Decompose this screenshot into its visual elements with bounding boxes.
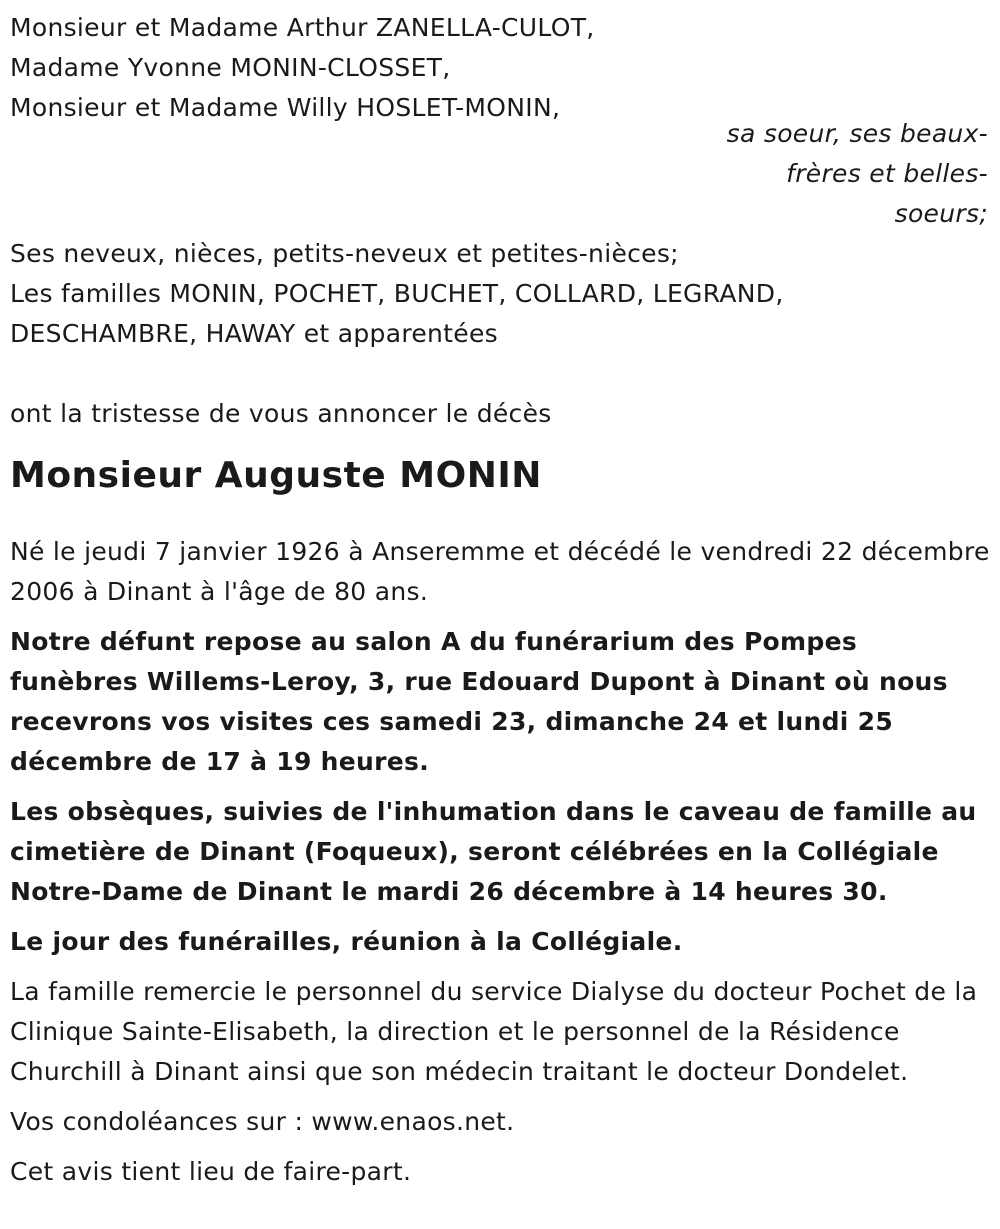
relatives-line: Les familles MONIN, POCHET, BUCHET, COLLARD, LEGRAND,: [10, 279, 784, 308]
notice-text: Cet avis tient lieu de faire-part.: [10, 1157, 412, 1186]
visitation-info: Notre défunt repose au salon A du funérarium des Pompes funèbres Willems-Leroy, 3, rue Edouard Dupont à Dinant où nous recevrons vos visites ces samedi 23, dimanche 24 et lundi 25 décembre de 17 à 19 heures.: [10, 627, 948, 776]
relation-line: frères et belles-: [786, 159, 988, 188]
relatives-line: DESCHAMBRE, HAWAY et apparentées: [10, 319, 498, 348]
thanks-text: La famille remercie le personnel du service Dialyse du docteur Pochet de la Clinique Sainte-Elisabeth, la direction et le personnel de la Résidence Churchill à Dinant ainsi que son médecin traitant le docteur Dondelet.: [10, 977, 978, 1086]
funeral-info: Les obsèques, suivies de l'inhumation dans le caveau de famille au cimetière de Dinant (Foqueux), seront célébrées en la Collégiale Notre-Dame de Dinant le mardi 26 décembre à 14 heures 30.: [10, 797, 977, 906]
family-line: Monsieur et Madame Arthur ZANELLA-CULOT,: [10, 13, 595, 42]
relation-note: [658, 114, 988, 234]
family-line: Madame Yvonne MONIN-CLOSSET,: [10, 53, 451, 82]
family-line: Monsieur et Madame Willy HOSLET-MONIN,: [10, 93, 561, 122]
announcement: ont la tristesse de vous annoncer le décès: [10, 399, 552, 428]
relation-line: sa soeur, ses beaux-: [726, 119, 988, 148]
birth-death-info: Né le jeudi 7 janvier 1926 à Anseremme et décédé le vendredi 22 décembre 2006 à Dinant à l'âge de 80 ans.: [10, 537, 990, 606]
family-list: [10, 8, 990, 128]
relatives-line: Ses neveux, nièces, petits-neveux et petites-nièces;: [10, 239, 679, 268]
meeting-info: Le jour des funérailles, réunion à la Collégiale.: [10, 927, 683, 956]
condolences-text: Vos condoléances sur : www.enaos.net.: [10, 1107, 515, 1136]
relatives-list: [10, 234, 990, 354]
relation-line: soeurs;: [894, 199, 988, 228]
deceased-name: Monsieur Auguste MONIN: [10, 455, 542, 496]
